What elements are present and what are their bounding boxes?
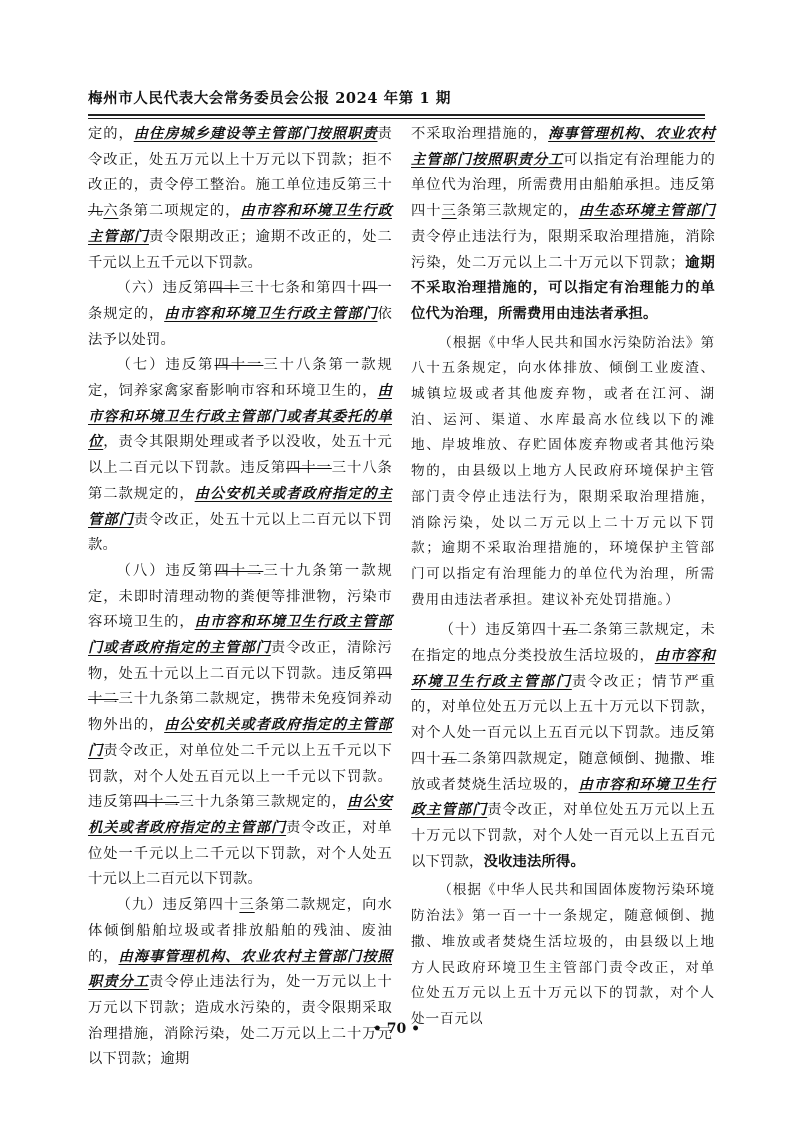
authority-phrase: 由市容和环境卫生行政主管部门或者政府指定的主管部门 (88, 614, 392, 657)
text-run: 依法予以处罚。 (88, 305, 392, 348)
text-run: 二条第三款规定，未在指定的地点分类投放生活垃圾的， (411, 622, 715, 665)
authority-phrase: 由海事管理机构、农业农村主管部门按照职责分工 (88, 948, 392, 991)
authority-phrase: 由市容和环境卫生行政主管部门 (88, 203, 393, 245)
text-run: 责令停止违法行为，处一万元以上十万元以下罚款；造成水污染的，责令限期采取治理措施，消除污染，处二万元以上二十万元以下罚款；逾期 (88, 974, 392, 1068)
emphasis-text: 逾期不采取治理措施的，可以指定有治理能力的单位代为治理，所需费用由违法者承担。 (411, 254, 715, 322)
text-run: （六）违反第 (116, 280, 209, 297)
deleted-text: 五 (441, 750, 457, 767)
text-run: 三十八条第二款规定的， (88, 460, 392, 502)
text-run: 条第二项规定的， (118, 203, 241, 220)
emphasis-text: 没收违法所得。 (483, 853, 585, 870)
authority-phrase: 由生态环境主管部门 (578, 203, 716, 220)
deleted-text: 四十二 (88, 665, 392, 708)
authority-phrase: 海事管理机构、农业农村主管部门按照职责分工 (411, 126, 715, 168)
authority-phrase: 由公安机关或者政府指定的主管部门 (88, 794, 392, 836)
inserted-text: 三 (239, 897, 255, 914)
text-run: （九）违反第四十 (116, 897, 240, 914)
text-run: （根据《中华人民共和国固体废物污染环境防治法》第一百一十一条规定，随意倾倒、抛撒、堆放或者焚烧生活垃圾的，由县级以上地方人民政府环境卫生主管部门责令改正，对单位处五万元以上五十万元以下的罚款，对个人处一百元以 (411, 882, 715, 1027)
text-run: 三十九条第三款规定的， (179, 794, 348, 811)
text-run: 条第三款规定的， (456, 203, 579, 220)
right-column (411, 122, 715, 1038)
deleted-text: 四十二 (214, 562, 264, 579)
deleted-text: 四十一 (214, 357, 264, 374)
paragraph (411, 618, 715, 875)
left-column (88, 122, 392, 1073)
paragraph (88, 893, 392, 1073)
annotation-note (411, 331, 715, 614)
deleted-text: 五 (562, 622, 578, 639)
text-run: 责令改正，清除污物，处五十元以上二百元以下罚款。违反第 (88, 640, 392, 682)
text-run: 责令改正，处五十元以上二百元以下罚款。 (88, 511, 392, 554)
text-run: 二条第四款规定，随意倾倒、抛撒、堆放或者焚烧生活垃圾的， (411, 750, 716, 793)
inserted-text: 六 (103, 203, 119, 220)
annotation-note (411, 878, 715, 1032)
text-run: 责令改正，对单位处五万元以上五十万元以下罚款，对个人处一百元以上五百元以下罚款， (411, 802, 716, 870)
text-run: 一条规定的， (88, 280, 393, 322)
authority-phrase: 由住房城乡建设等主管部门按照职责 (133, 126, 378, 142)
authority-phrase: 由市容和环境卫生行政主管部门 (411, 776, 715, 819)
text-run: （八）违反第 (116, 562, 215, 579)
text-run: 责令改正，对单位处二千元以上五千元以下罚款，对个人处五百元以上一千元以下罚款。违反第 (88, 742, 392, 811)
text-run: 责令限期改正；逾期不改正的，处二千元以上五千元以下罚款。 (88, 228, 392, 271)
header-rule-thin (88, 118, 705, 119)
paragraph (411, 122, 715, 328)
inserted-text: 三 (441, 203, 457, 220)
paragraph (88, 353, 392, 559)
authority-phrase: 由公安机关或者政府指定的主管部门 (88, 717, 393, 759)
page-number: • 70 • (372, 1021, 421, 1037)
deleted-text: 四十二 (133, 794, 180, 811)
deleted-text: 四 (362, 280, 378, 297)
paragraph (88, 122, 392, 276)
authority-phrase: 由市容和环境卫生行政主管部门 (411, 648, 715, 690)
text-run: 责令改正；情节严重的，对单位处五万元以上五十万元以下罚款，对个人处一百元以上五百元以下罚款。违反第四十 (411, 673, 715, 767)
text-run: 条第二款规定，向水体倾倒船舶垃圾或者排放船舶的残油、废油的， (88, 897, 392, 965)
text-run: 定的， (88, 126, 134, 142)
authority-phrase: 由市容和环境卫生行政主管部门或者其委托的单位 (88, 383, 392, 451)
deleted-text: 四十一 (286, 460, 332, 477)
text-run: 责令改正，对单位处一千元以上二千元以下罚款，对个人处五十元以上二百元以下罚款。 (88, 819, 392, 888)
authority-phrase: 由市容和环境卫生行政主管部门 (164, 305, 378, 322)
deleted-text: 四十 (208, 280, 240, 297)
authority-phrase: 由公安机关或者政府指定的主管部门 (88, 485, 392, 528)
text-run: （七）违反第 (116, 357, 215, 374)
header-rule-thick (88, 114, 705, 116)
text-run: 责令停止违法行为，限期采取治理措施，消除污染，处二万元以上二十万元以下罚款； (411, 228, 715, 271)
deleted-text: 九 (88, 203, 104, 220)
text-run: 三十九条第二款规定，携带未免疫饲养动物外出的， (88, 691, 392, 734)
bulletin-header: 梅州市人民代表大会常务委员会公报 2024 年第 1 期 (88, 90, 451, 107)
paragraph (88, 276, 392, 353)
text-run: 责令改正，处五万元以上十万元以下罚款；拒不改正的，责令停工整治。施工单位违反第三十 (88, 126, 392, 194)
text-run: ，责令其限期处理或者予以没收，处五十元以上二百元以下罚款。违反第 (88, 434, 392, 477)
text-run: 可以指定有治理能力的单位代为治理，所需费用由船舶承担。违反第四十 (411, 151, 716, 220)
text-run: 三十八条第一款规定，饲养家禽家畜影响市容和环境卫生的， (88, 357, 392, 400)
text-run: 三十九条第一款规定，未即时清理动物的粪便等排泄物，污染市容环境卫生的， (88, 562, 392, 631)
paragraph (88, 559, 392, 893)
text-run: 三十七条和第四十 (239, 280, 363, 297)
text-run: （根据《中华人民共和国水污染防治法》第八十五条规定，向水体排放、倾倒工业废渣、城镇垃圾或者其他废弃物，或者在江河、湖泊、运河、渠道、水库最高水位线以下的滩地、岸坡堆放、存贮固体废弃物或者其他污染物的，由县级以上地方人民政府环境保护主管部门责令停止违法行为，限期采取治理措施，消除污染，处以二万元以上二十万元以下罚款；逾期不采取治理措施的，环境保护主管部门可以指定有治理能力的单位代为治理，所需费用由违法者承担。建议补充处罚措施。） (411, 334, 715, 608)
text-run: （十）违反第四十 (439, 622, 563, 639)
text-run: 不采取治理措施的， (411, 126, 549, 142)
